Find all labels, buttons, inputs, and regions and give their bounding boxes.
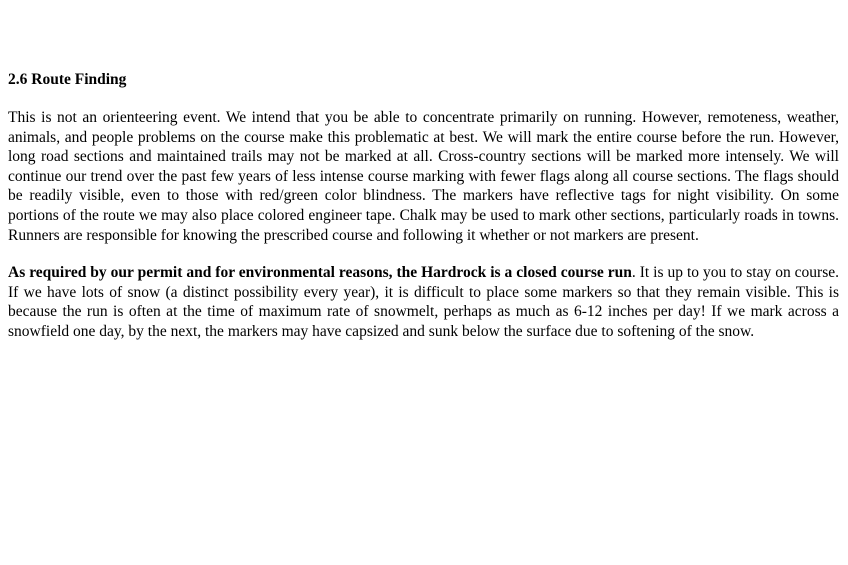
closed-course-paragraph	[8, 263, 839, 341]
closed-course-bold-lead: As required by our permit and for environmental reasons, the Hardrock is a closed course run	[8, 264, 632, 282]
section-heading: 2.6 Route Finding	[8, 71, 127, 88]
document-page	[8, 70, 839, 360]
closed-course-text: . It is up to you to stay on course. If we have lots of snow (a distinct possibility every year), it is difficult to place some markers so that they remain visible. This is because the run is often at the time of maximum rate of snowmelt, perhaps as much as 6-12 inches per day! If we mark across a snowfield one day, by the next, the markers may have capsized and sunk below the surface due to softening of the snow.	[8, 264, 840, 340]
route-finding-paragraph: This is not an orienteering event. We intend that you be able to concentrate primarily on running. However, remoteness, weather, animals, and people problems on the course make this problematic at best. We will mark the entire course before the run. However, long road sections and maintained trails may not be marked at all. Cross-country sections will be marked more intensely. We will continue our trend over the past few years of less intense course marking with fewer flags along all course sections. The flags should be readily visible, even to those with red/green color blindness. The markers have reflective tags for night visibility. On some portions of the route we may also place colored engineer tape. Chalk may be used to mark other sections, particularly roads in towns. Runners are responsible for knowing the prescribed course and following it whether or not markers are present.	[8, 109, 839, 244]
